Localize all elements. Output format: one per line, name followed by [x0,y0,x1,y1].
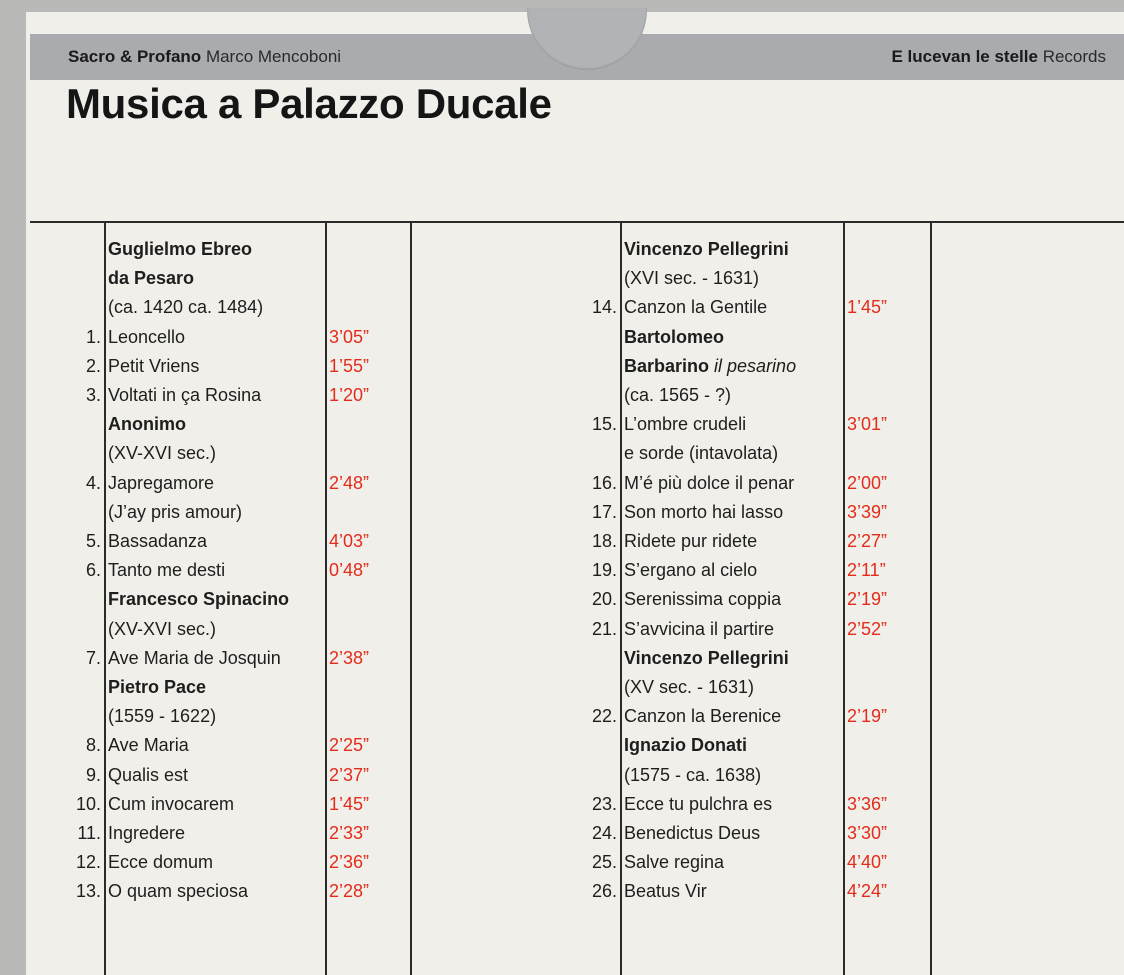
composer-name: Vincenzo Pellegrini [624,648,789,668]
track-duration: 2’25” [329,735,370,755]
track-duration: 2’27” [847,531,888,551]
track-title: S’avvicina il partire [624,619,775,639]
track-number: 10. [75,794,101,814]
track-number: 11. [77,823,101,843]
column-rule [843,222,845,975]
track-duration: 2’38” [329,648,370,668]
track-title: Canzon la Berenice [624,706,782,726]
track-number: 14. [591,297,617,317]
track-number: 26. [591,881,617,901]
column-rule [325,222,327,975]
track-number: 16. [591,473,617,493]
column-rule [410,222,412,975]
track-title: Bassadanza [108,531,208,551]
track-title: Voltati in ça Rosina [108,385,262,405]
track-number: 21. [591,619,617,639]
column-rule [930,222,932,975]
track-title: Ave Maria [108,735,189,755]
track-duration: 1’45” [329,794,370,814]
track-number: 23. [591,794,617,814]
track-number: 25. [591,852,617,872]
composer-name: Vincenzo Pellegrini [624,239,789,259]
track-title: Ave Maria de Josquin [108,648,281,668]
column-rule [620,222,622,975]
track-number: 20. [591,589,617,609]
composer-name: da Pesaro [108,268,195,288]
track-duration: 4’40” [847,852,888,872]
track-title: Petit Vriens [108,356,200,376]
track-duration: 3’01” [847,414,888,434]
track-title: Japregamore [108,473,215,493]
track-number: 12. [75,852,101,872]
composer-name: Barbarino il pesarino [624,356,797,376]
track-duration: 1’55” [329,356,370,376]
track-duration: 2’52” [847,619,888,639]
track-duration: 2’19” [847,589,888,609]
composer-note: (1559 - 1622) [108,706,217,726]
track-number: 5. [85,531,101,551]
track-title: Son morto hai lasso [624,502,784,522]
composer-note: (J’ay pris amour) [108,502,243,522]
track-title: Qualis est [108,765,189,785]
track-duration: 3’05” [329,327,370,347]
track-duration: 3’39” [847,502,888,522]
track-duration: 3’30” [847,823,888,843]
composer-name: Pietro Pace [108,677,207,697]
track-duration: 1’45” [847,297,888,317]
track-duration: 1’20” [329,385,370,405]
composer-name: Francesco Spinacino [108,589,290,609]
composer-note: (1575 - ca. 1638) [624,765,762,785]
composer-name: Bartolomeo [624,327,725,347]
composer-name: Anonimo [108,414,186,434]
track-number: 7. [85,648,101,668]
composer-note: (XV-XVI sec.) [108,619,217,639]
composer-note: (XV sec. - 1631) [624,677,755,697]
label-suffix: Records [1042,47,1106,66]
track-duration: 2’11” [847,560,886,580]
track-title: Benedictus Deus [624,823,761,843]
composer-name: Guglielmo Ebreo [108,239,253,259]
composer-name: Ignazio Donati [624,735,747,755]
track-title: Ecce domum [108,852,214,872]
track-title: L’ombre crudeli [624,414,747,434]
album-title: Musica a Palazzo Ducale [66,80,552,127]
track-number: 22. [591,706,617,726]
track-duration: 2’33” [329,823,370,843]
track-number: 2. [85,356,101,376]
track-duration: 4’24” [847,881,888,901]
track-number: 15. [591,414,617,434]
track-number: 8. [85,735,101,755]
composer-note: e sorde (intavolata) [624,443,779,463]
track-duration: 3’36” [847,794,888,814]
track-title: Canzon la Gentile [624,297,768,317]
track-duration: 2’48” [329,473,370,493]
track-number: 4. [85,473,101,493]
header-right [891,47,1106,67]
header-left [68,47,341,67]
track-title: Beatus Vir [624,881,707,901]
track-title: Ecce tu pulchra es [624,794,773,814]
track-number: 6. [85,560,101,580]
track-title: O quam speciosa [108,881,249,901]
track-title: Cum invocarem [108,794,235,814]
track-duration: 2’37” [329,765,370,785]
track-title: Salve regina [624,852,725,872]
track-duration: 2’28” [329,881,370,901]
track-title: Serenissima coppia [624,589,782,609]
composer-epithet: il pesarino [709,356,797,376]
track-number: 18. [591,531,617,551]
track-duration: 4’03” [329,531,370,551]
track-duration: 2’00” [847,473,888,493]
track-number: 1. [85,327,101,347]
composer-note: (ca. 1565 - ?) [624,385,732,405]
track-duration: 2’19” [847,706,888,726]
track-number: 3. [85,385,101,405]
track-number: 19. [591,560,617,580]
track-duration: 2’36” [329,852,370,872]
composer-note: (ca. 1420 ca. 1484) [108,297,264,317]
composer-note: (XVI sec. - 1631) [624,268,760,288]
track-title: Ingredere [108,823,186,843]
track-number: 9. [85,765,101,785]
artist-label: Marco Mencoboni [205,47,342,66]
series-label: Sacro & Profano [68,47,202,66]
table-top-rule [30,221,1124,223]
label-name: E lucevan le stelle [891,47,1038,66]
track-number: 24. [591,823,617,843]
track-title: Ridete pur ridete [624,531,758,551]
track-number: 13. [75,881,101,901]
track-title: M’é più dolce il penar [624,473,795,493]
track-title: S’ergano al cielo [624,560,758,580]
track-title: Tanto me desti [108,560,226,580]
track-duration: 0’48” [329,560,370,580]
track-title: Leoncello [108,327,186,347]
track-number: 17. [591,502,617,522]
column-rule [104,222,106,975]
composer-note: (XV-XVI sec.) [108,443,217,463]
